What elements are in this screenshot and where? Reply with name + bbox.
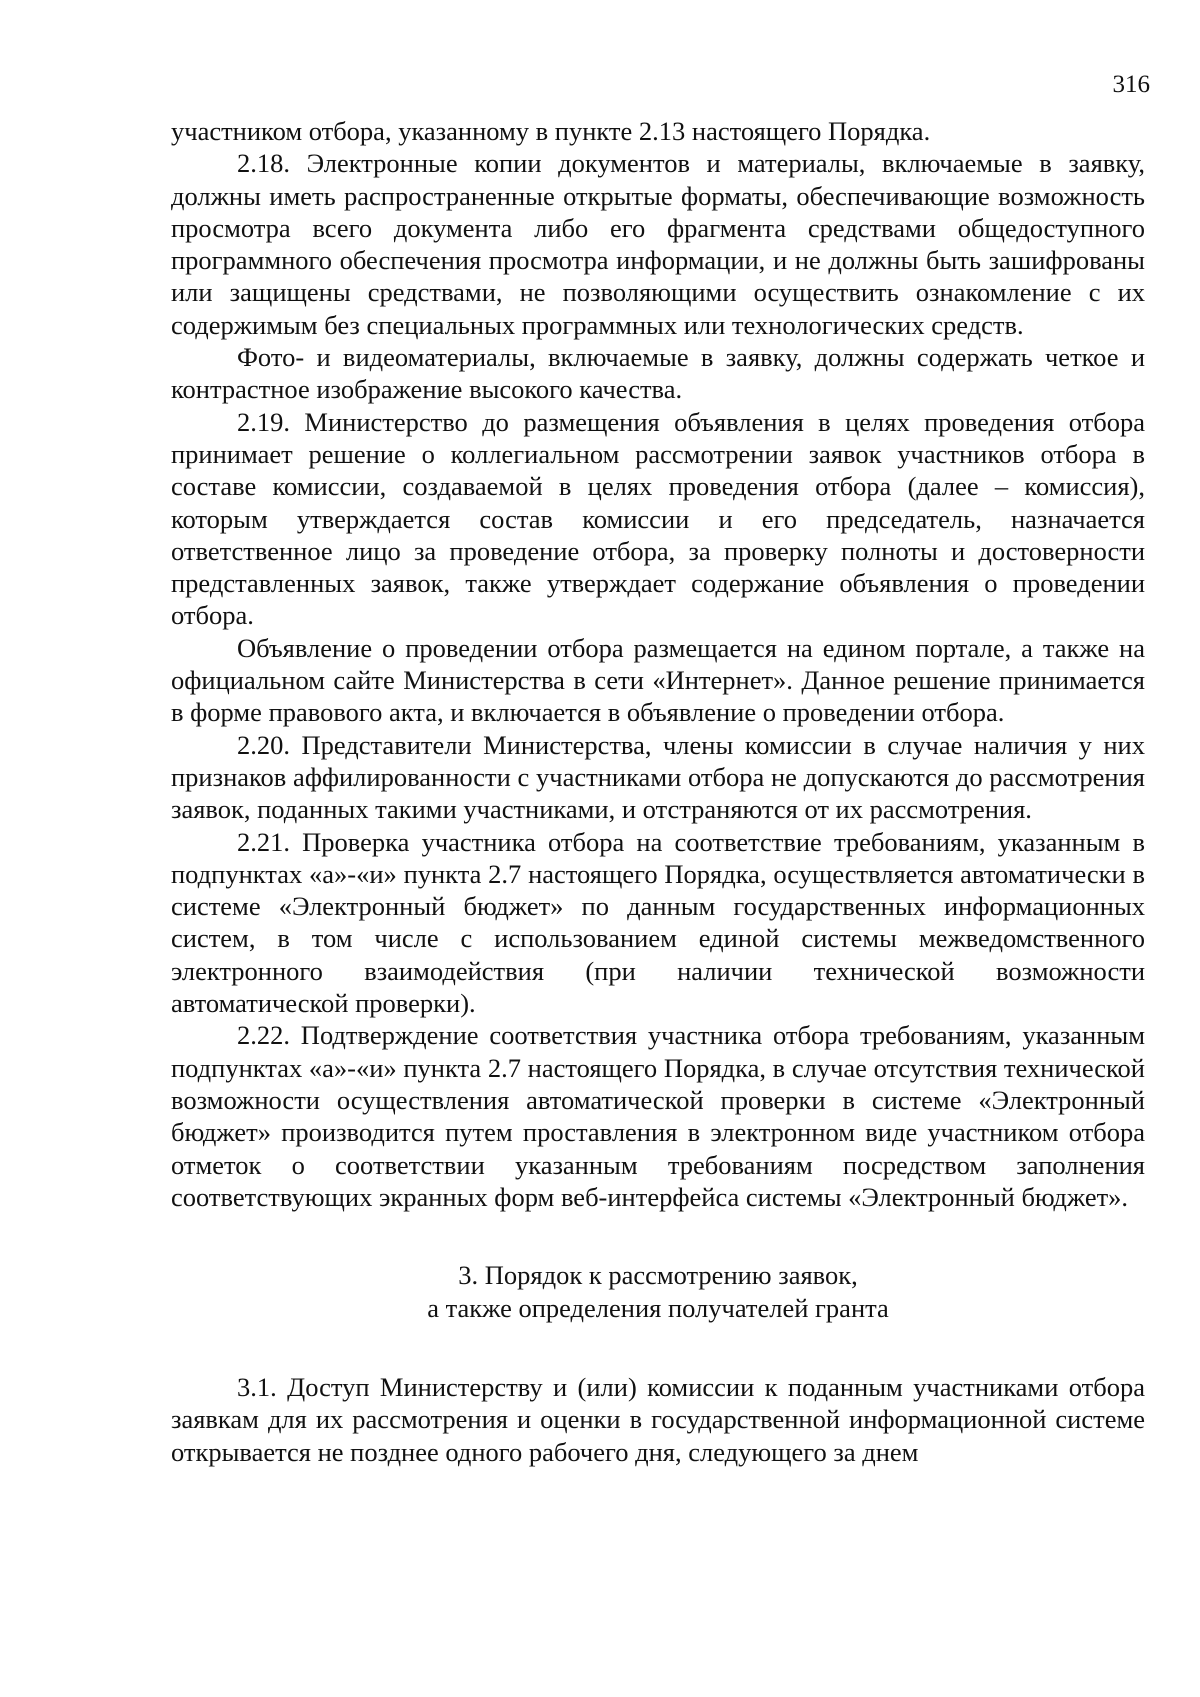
paragraph-3-1: 3.1. Доступ Министерству и (или) комиссии к поданным участниками отбора заявкам для их рассмотрения и оценки в государственной информационной системе открывается не позднее одного рабочего дня, следующего за днем [171, 1372, 1145, 1467]
document-body [171, 115, 1145, 1468]
section-heading-line-1: 3. Порядок к рассмотрению заявок, [458, 1260, 858, 1291]
paragraph-2-21: 2.21. Проверка участника отбора на соответствие требованиям, указанным в подпунктах «а»-«и» пункта 2.7 настоящего Порядка, осуществляется автоматически в системе «Электронный бюджет» по данным государственных информационных систем, в том числе с использованием единой системы межведомственного электронного взаимодействия (при наличии технической возможности автоматической проверки). [171, 826, 1145, 1019]
paragraph-2-22: 2.22. Подтверждение соответствия участника отбора требованиям, указанным подпунктах «а»-«и» пункта 2.7 настоящего Порядка, в случае отсутствия технической возможности осуществления автоматической проверки в системе «Электронный бюджет» производится путем проставления в электронном виде участником отбора отметок о соответствии указанным требованиям посредством заполнения соответствующих экранных форм веб-интерфейса системы «Электронный бюджет». [171, 1020, 1145, 1212]
paragraph-photo-materials: Фото- и видеоматериалы, включаемые в заявку, должны содержать четкое и контрастное изображение высокого качества. [171, 342, 1145, 405]
paragraph-2-18: 2.18. Электронные копии документов и материалы, включаемые в заявку, должны иметь распространенные открытые форматы, обеспечивающие возможность просмотра всего документа либо его фрагмента средствами общедоступного программного обеспечения просмотра информации, и не должны быть зашифрованы или защищены средствами, не позволяющими осуществить ознакомление с их содержимым без специальных программных или технологических средств. [171, 148, 1145, 340]
page-number: 316 [1112, 71, 1150, 98]
paragraph-2-19: 2.19. Министерство до размещения объявления в целях проведения отбора принимает решение о коллегиальном рассмотрении заявок участников отбора в составе комиссии, создаваемой в целях проведения отбора (далее – комиссия), которым утверждается состав комиссии и его председатель, назначается ответственное лицо за проведение отбора, за проверку полноты и достоверности представленных заявок, также утверждает содержание объявления о проведении отбора. [171, 406, 1145, 631]
paragraph-announcement: Объявление о проведении отбора размещается на едином портале, а также на официальном сайте Министерства в сети «Интернет». Данное решение принимается в форме правового акта, и включается в объявление о проведении отбора. [171, 632, 1145, 728]
section-heading-line-2: а также определения получателей гранта [427, 1293, 889, 1324]
paragraph-2-20: 2.20. Представители Министерства, члены комиссии в случае наличия у них признаков аффилированности с участниками отбора не допускаются до рассмотрения заявок, поданных такими участниками, и отстраняются от их рассмотрения. [171, 729, 1145, 825]
paragraph-continuation: участником отбора, указанному в пункте 2.13 настоящего Порядка. [171, 116, 931, 146]
section-heading [171, 1259, 1145, 1325]
